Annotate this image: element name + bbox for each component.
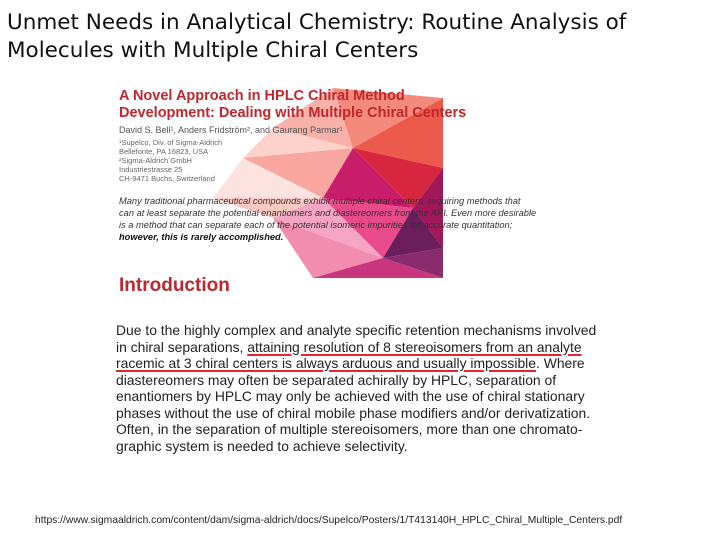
poster-title-line-1: A Novel Approach in HPLC Chiral Method bbox=[119, 88, 405, 104]
intro-line: graphic system is needed to achieve selectivity. bbox=[116, 437, 408, 454]
poster-abstract bbox=[119, 195, 619, 243]
abstract-line: can at least separate the potential enantiomers and diastereomers from the API. Even more desirable bbox=[119, 208, 537, 218]
slide-title-line-1: Unmet Needs in Analytical Chemistry: Routine Analysis of bbox=[7, 10, 627, 35]
slide-title bbox=[7, 9, 707, 65]
intro-line: diastereomers may often be separated achirally by HPLC, separation of bbox=[116, 371, 557, 388]
introduction-body bbox=[116, 322, 636, 454]
affiliation-line: Industriestrasse 25 bbox=[119, 165, 183, 174]
affiliation-line: Bellefonte, PA 16823, USA bbox=[119, 147, 209, 156]
slide-title-line-2: Molecules with Multiple Chiral Centers bbox=[7, 38, 419, 63]
affiliation-line: ¹Supelco, Div. of Sigma-Aldrich bbox=[119, 138, 223, 147]
intro-highlight: attaining resolution of 8 stereoisomers from an analyte bbox=[247, 338, 582, 355]
poster-title bbox=[119, 88, 539, 122]
intro-text: . Where bbox=[536, 355, 585, 371]
intro-line: Due to the highly complex and analyte specific retention mechanisms involved bbox=[116, 322, 597, 338]
affiliation-line: CH-9471 Buchs, Switzerland bbox=[119, 174, 215, 183]
intro-highlight: racemic at 3 chiral centers is always arduous and usually impossible bbox=[116, 355, 536, 371]
source-url: https://www.sigmaaldrich.com/content/dam/sigma-aldrich/docs/Supelco/Posters/1/T413140H_HPLC_Chiral_Multiple_Centers.pdf bbox=[35, 515, 623, 526]
abstract-line: is a method that can separate each of the potential isomeric impurities for accurate quantitation; bbox=[119, 220, 513, 230]
poster-authors: David S. Bell¹, Anders Fridström², and Gaurang Parmar¹ bbox=[119, 125, 343, 135]
poster-title-line-2: Development: Dealing with Multiple Chiral Centers bbox=[119, 105, 467, 121]
affiliation-line: ²Sigma-Aldrich GmbH bbox=[119, 156, 192, 165]
intro-line: Often, in the separation of multiple stereoisomers, more than one chromato- bbox=[116, 421, 583, 437]
intro-line bbox=[116, 339, 636, 356]
poster-affiliations bbox=[119, 138, 259, 183]
abstract-emphasis: however, this is rarely accomplished. bbox=[119, 232, 284, 242]
abstract-line: Many traditional pharmaceutical compounds exhibit multiple chiral centers, requiring methods that bbox=[119, 196, 521, 206]
intro-line: enantiomers by HPLC may only be achieved with the use of chiral stationary bbox=[116, 388, 585, 404]
introduction-heading: Introduction bbox=[119, 275, 230, 296]
intro-line: phases without the use of chiral mobile phase modifiers and/or derivatization. bbox=[116, 404, 591, 421]
intro-line bbox=[116, 355, 636, 372]
poster-excerpt bbox=[115, 80, 635, 480]
intro-text: in chiral separations, bbox=[116, 338, 248, 355]
